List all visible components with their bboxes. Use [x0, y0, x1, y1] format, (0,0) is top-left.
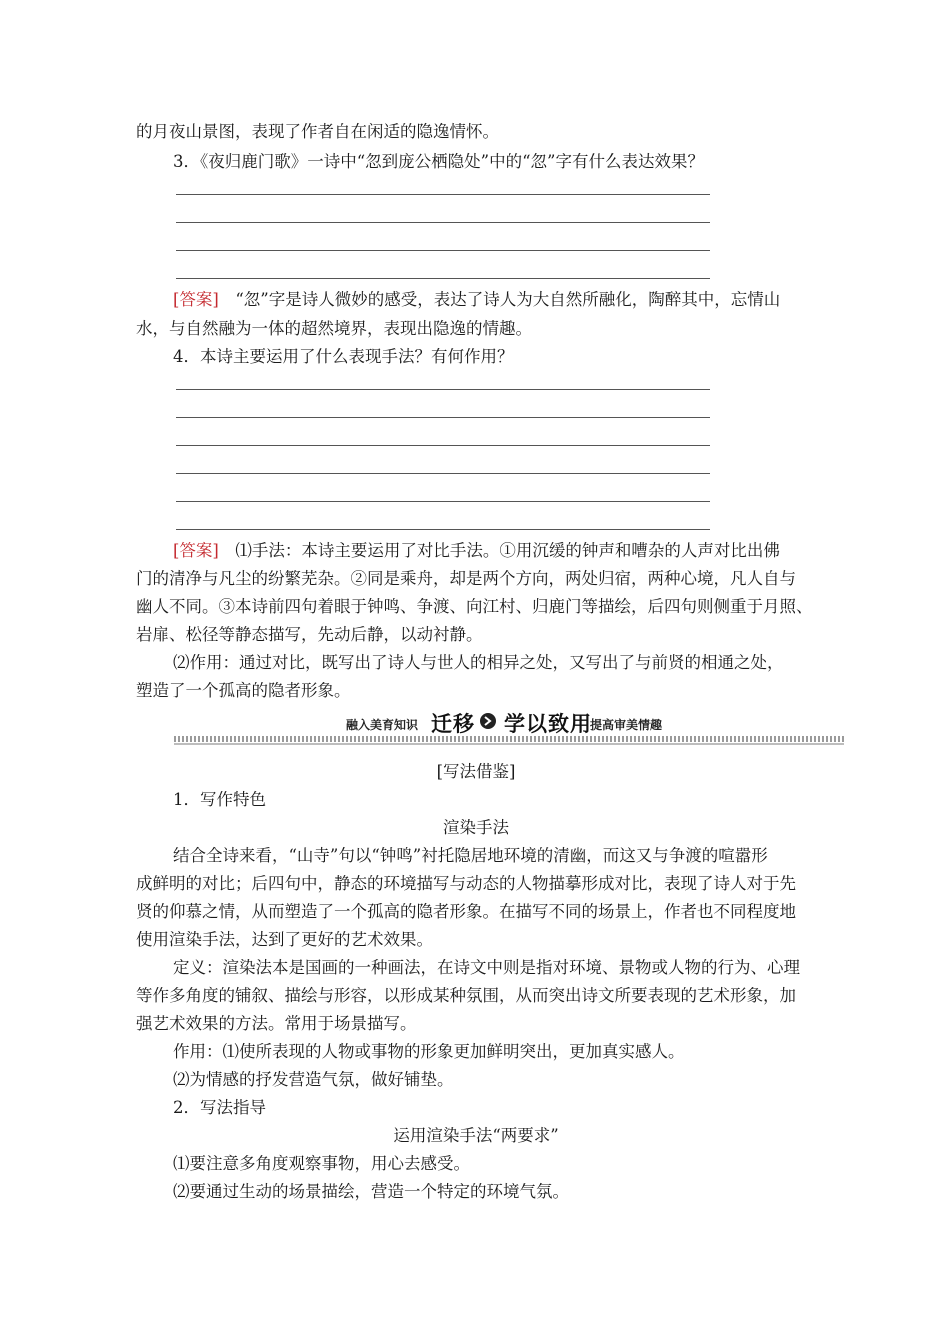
question-4: 4．本诗主要运用了什么表现手法？有何作用？ — [173, 347, 514, 366]
answer-4-line-4: 岩扉、松径等静态描写，先动后静，以动衬静。 — [136, 625, 483, 644]
body-3-line-2: ⑵为情感的抒发营造气氛，做好铺垫。 — [173, 1070, 454, 1089]
answer-label: [答案] — [173, 290, 219, 309]
banner-arrow-icon — [479, 712, 497, 730]
answer-line — [176, 222, 710, 223]
answer-line — [176, 278, 710, 279]
banner-main-2: 学以致用 — [504, 712, 592, 736]
heading-2: 2．写法指导 — [173, 1098, 266, 1117]
subheading-1: 渲染手法 — [443, 818, 509, 837]
section-banner — [174, 706, 844, 746]
answer-line — [176, 194, 710, 195]
banner-left-text: 融入美育知识 — [346, 718, 419, 732]
answer-label: [答案] — [173, 541, 219, 560]
banner-main-1: 迁移 — [431, 712, 475, 736]
answer-line — [176, 250, 710, 251]
banner-underline — [174, 743, 844, 745]
subheading-2: 运用渲染手法“两要求” — [393, 1126, 559, 1145]
paragraph-intro: 的月夜山景图，表现了作者自在闲适的隐逸情怀。 — [136, 122, 499, 141]
body-2-line-2: 等作多角度的铺叙、描绘与形容，以形成某种氛围，从而突出诗文所要表现的艺术形象，加 — [136, 986, 796, 1005]
answer-4-line-2: 门的清净与凡尘的纷繁芜杂。②同是乘舟，却是两个方向，两处归宿，两种心境，凡人自与 — [136, 569, 796, 588]
answer-4-line-5: ⑵作用：通过对比，既写出了诗人与世人的相异之处，又写出了与前贤的相通之处， — [173, 653, 784, 672]
answer-line — [176, 445, 710, 446]
body-3-line-1: 作用：⑴使所表现的人物或事物的形象更加鲜明突出，更加真实感人。 — [173, 1042, 685, 1061]
answer-line — [176, 473, 710, 474]
answer-3-line-1: [答案] “忽”字是诗人微妙的感受，表达了诗人为大自然所融化，陶醉其中，忘情山 — [173, 290, 781, 309]
answer-line — [176, 389, 710, 390]
answer-4-line-3: 幽人不同。③本诗前四句着眼于钟鸣、争渡、向江村、归鹿门等描绘，后四句则侧重于月照、 — [136, 597, 813, 616]
body-1-line-1: 结合全诗来看，“山寺”句以“钟鸣”衬托隐居地环境的清幽，而这又与争渡的喧嚣形 — [173, 846, 768, 865]
answer-4-line-6: 塑造了一个孤高的隐者形象。 — [136, 681, 351, 700]
body-2-line-1: 定义：渲染法本是国画的一种画法，在诗文中则是指对环境、景物或人物的行为、心理 — [173, 958, 800, 977]
answer-4-line-1: [答案] ⑴手法：本诗主要运用了对比手法。①用沉缓的钟声和嘈杂的人声对比出佛 — [173, 541, 780, 560]
body-1-line-2: 成鲜明的对比；后四句中，静态的环境描写与动态的人物描摹形成对比，表现了诗人对于先 — [136, 874, 796, 893]
section-title: [写法借鉴] — [436, 762, 516, 781]
answer-3-line-2: 水，与自然融为一体的超然境界，表现出隐逸的情趣。 — [136, 319, 532, 338]
requirement-1: ⑴要注意多角度观察事物，用心去感受。 — [173, 1154, 470, 1173]
banner-right-text: 提高审美情趣 — [590, 718, 663, 732]
body-2-line-3: 强艺术效果的方法。常用于场景描写。 — [136, 1014, 417, 1033]
answer-line — [176, 501, 710, 502]
body-1-line-4: 使用渲染手法，达到了更好的艺术效果。 — [136, 930, 433, 949]
body-1-line-3: 贤的仰慕之情，从而塑造了一个孤高的隐者形象。在描写不同的场景上，作者也不同程度地 — [136, 902, 796, 921]
heading-1: 1．写作特色 — [173, 790, 266, 809]
answer-line — [176, 529, 710, 530]
requirement-2: ⑵要通过生动的场景描绘，营造一个特定的环境气氛。 — [173, 1182, 569, 1201]
question-3: 3．《夜归鹿门歌》一诗中“忽到庞公栖隐处”中的“忽”字有什么表达效果？ — [173, 152, 704, 171]
answer-line — [176, 417, 710, 418]
